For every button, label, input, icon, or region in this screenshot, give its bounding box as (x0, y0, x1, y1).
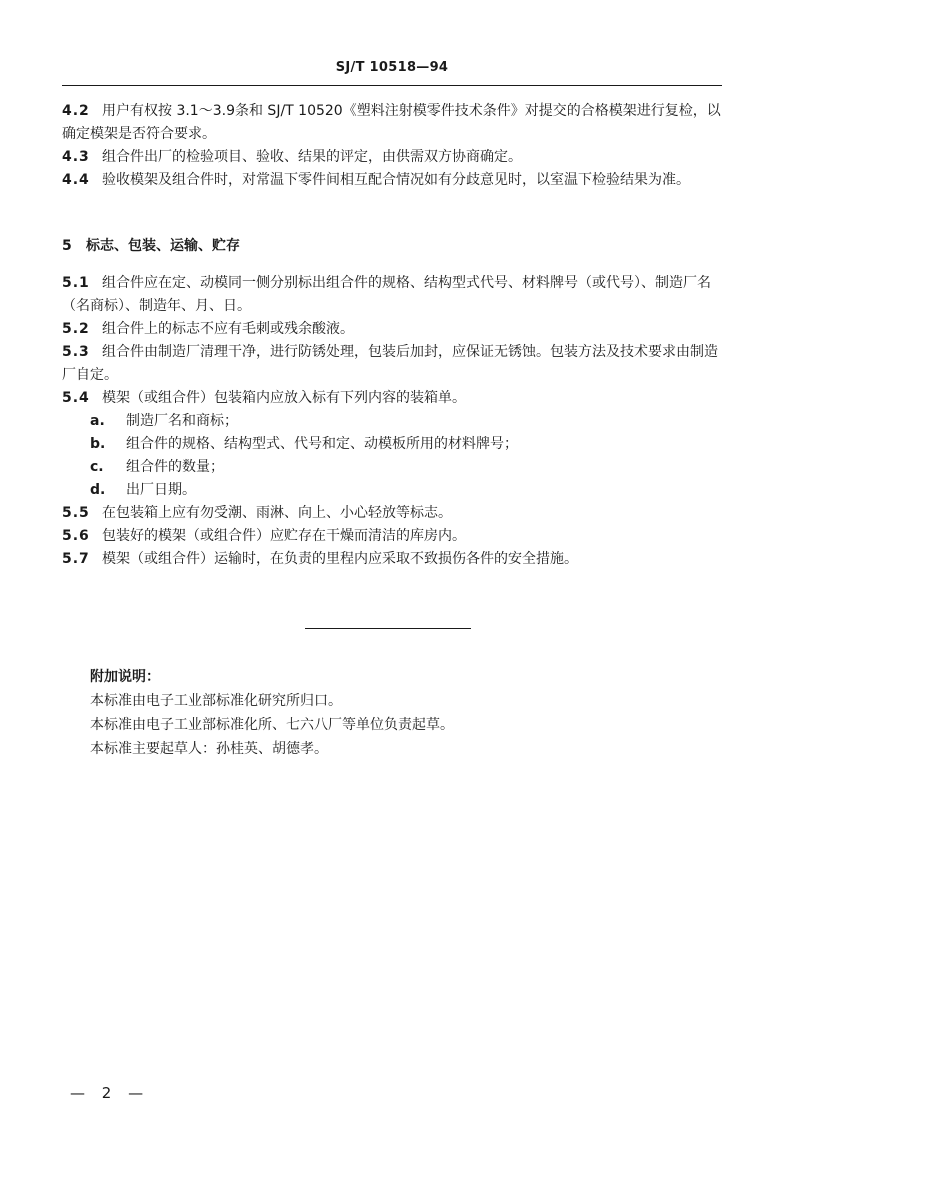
end-of-text-divider (305, 628, 471, 629)
section-4-clauses (62, 100, 724, 192)
clause-number: 4.4 (62, 172, 90, 188)
clause-text: 在包装箱上应有勿受潮、雨淋、向上、小心轻放等标志。 (102, 505, 452, 521)
list-item-b (62, 433, 724, 456)
clause-5-6 (62, 525, 724, 548)
clause-number: 5.1 (62, 275, 90, 291)
list-letter: c. (90, 459, 104, 475)
clause-4-4 (62, 169, 724, 192)
clause-number: 4.3 (62, 149, 90, 165)
list-letter: b. (90, 436, 106, 452)
clause-text: 组合件上的标志不应有毛刺或残余酸液。 (102, 321, 354, 337)
clause-text: 模架（或组合件）运输时，在负责的里程内应采取不致损伤各件的安全措施。 (102, 551, 578, 567)
section-5-heading (62, 235, 240, 255)
clause-5-3 (62, 341, 724, 387)
clause-4-2 (62, 100, 724, 146)
section-5-clauses (62, 272, 724, 571)
note-line: 本标准由电子工业部标准化所、七六八厂等单位负责起草。 (90, 717, 454, 733)
section-title: 标志、包装、运输、贮存 (86, 238, 240, 254)
clause-number: 5.7 (62, 551, 90, 567)
clause-text: 用户有权按 3.1～3.9条和 SJ/T 10520《塑料注射模零件技术条件》对提交的合格模架进行复检，以确定模架是否符合要求。 (62, 103, 721, 142)
clause-text: 验收模架及组合件时，对常温下零件间相互配合情况如有分歧意见时，以室温下检验结果为准。 (102, 172, 690, 188)
note-line: 本标准主要起草人：孙桂英、胡德孝。 (90, 741, 328, 757)
clause-5-5 (62, 502, 724, 525)
header-divider (62, 85, 722, 86)
clause-4-3 (62, 146, 724, 169)
list-letter: d. (90, 482, 106, 498)
clause-5-7 (62, 548, 724, 571)
standard-code-header: SJ/T 10518—94 (335, 60, 449, 75)
notes-title: 附加说明： (90, 669, 160, 685)
note-line: 本标准由电子工业部标准化研究所归口。 (90, 693, 342, 709)
clause-text: 组合件由制造厂清理干净，进行防锈处理，包装后加封，应保证无锈蚀。包装方法及技术要求由制造厂自定。 (62, 344, 718, 383)
clause-number: 5.6 (62, 528, 90, 544)
clause-number: 5.4 (62, 390, 90, 406)
list-text: 出厂日期。 (126, 482, 196, 498)
additional-notes (90, 665, 454, 761)
clause-number: 5.2 (62, 321, 90, 337)
list-item-c (62, 456, 724, 479)
clause-5-2 (62, 318, 724, 341)
clause-number: 5.3 (62, 344, 90, 360)
page-number: — 2 — (70, 1084, 150, 1102)
clause-text: 组合件出厂的检验项目、验收、结果的评定，由供需双方协商确定。 (102, 149, 522, 165)
clause-number: 5.5 (62, 505, 90, 521)
list-text: 组合件的规格、结构型式、代号和定、动模板所用的材料牌号； (126, 436, 518, 452)
list-text: 制造厂名和商标； (126, 413, 238, 429)
clause-text: 模架（或组合件）包装箱内应放入标有下列内容的装箱单。 (102, 390, 466, 406)
clause-number: 4.2 (62, 103, 90, 119)
list-text: 组合件的数量； (126, 459, 224, 475)
clause-5-4 (62, 387, 724, 410)
list-letter: a. (90, 413, 105, 429)
clause-text: 组合件应在定、动模同一侧分别标出组合件的规格、结构型式代号、材料牌号（或代号）、制造厂名（名商标）、制造年、月、日。 (62, 275, 711, 314)
list-item-d (62, 479, 724, 502)
clause-5-1 (62, 272, 724, 318)
clause-text: 包装好的模架（或组合件）应贮存在干燥而清洁的库房内。 (102, 528, 466, 544)
list-item-a (62, 410, 724, 433)
section-number: 5 (62, 238, 72, 254)
